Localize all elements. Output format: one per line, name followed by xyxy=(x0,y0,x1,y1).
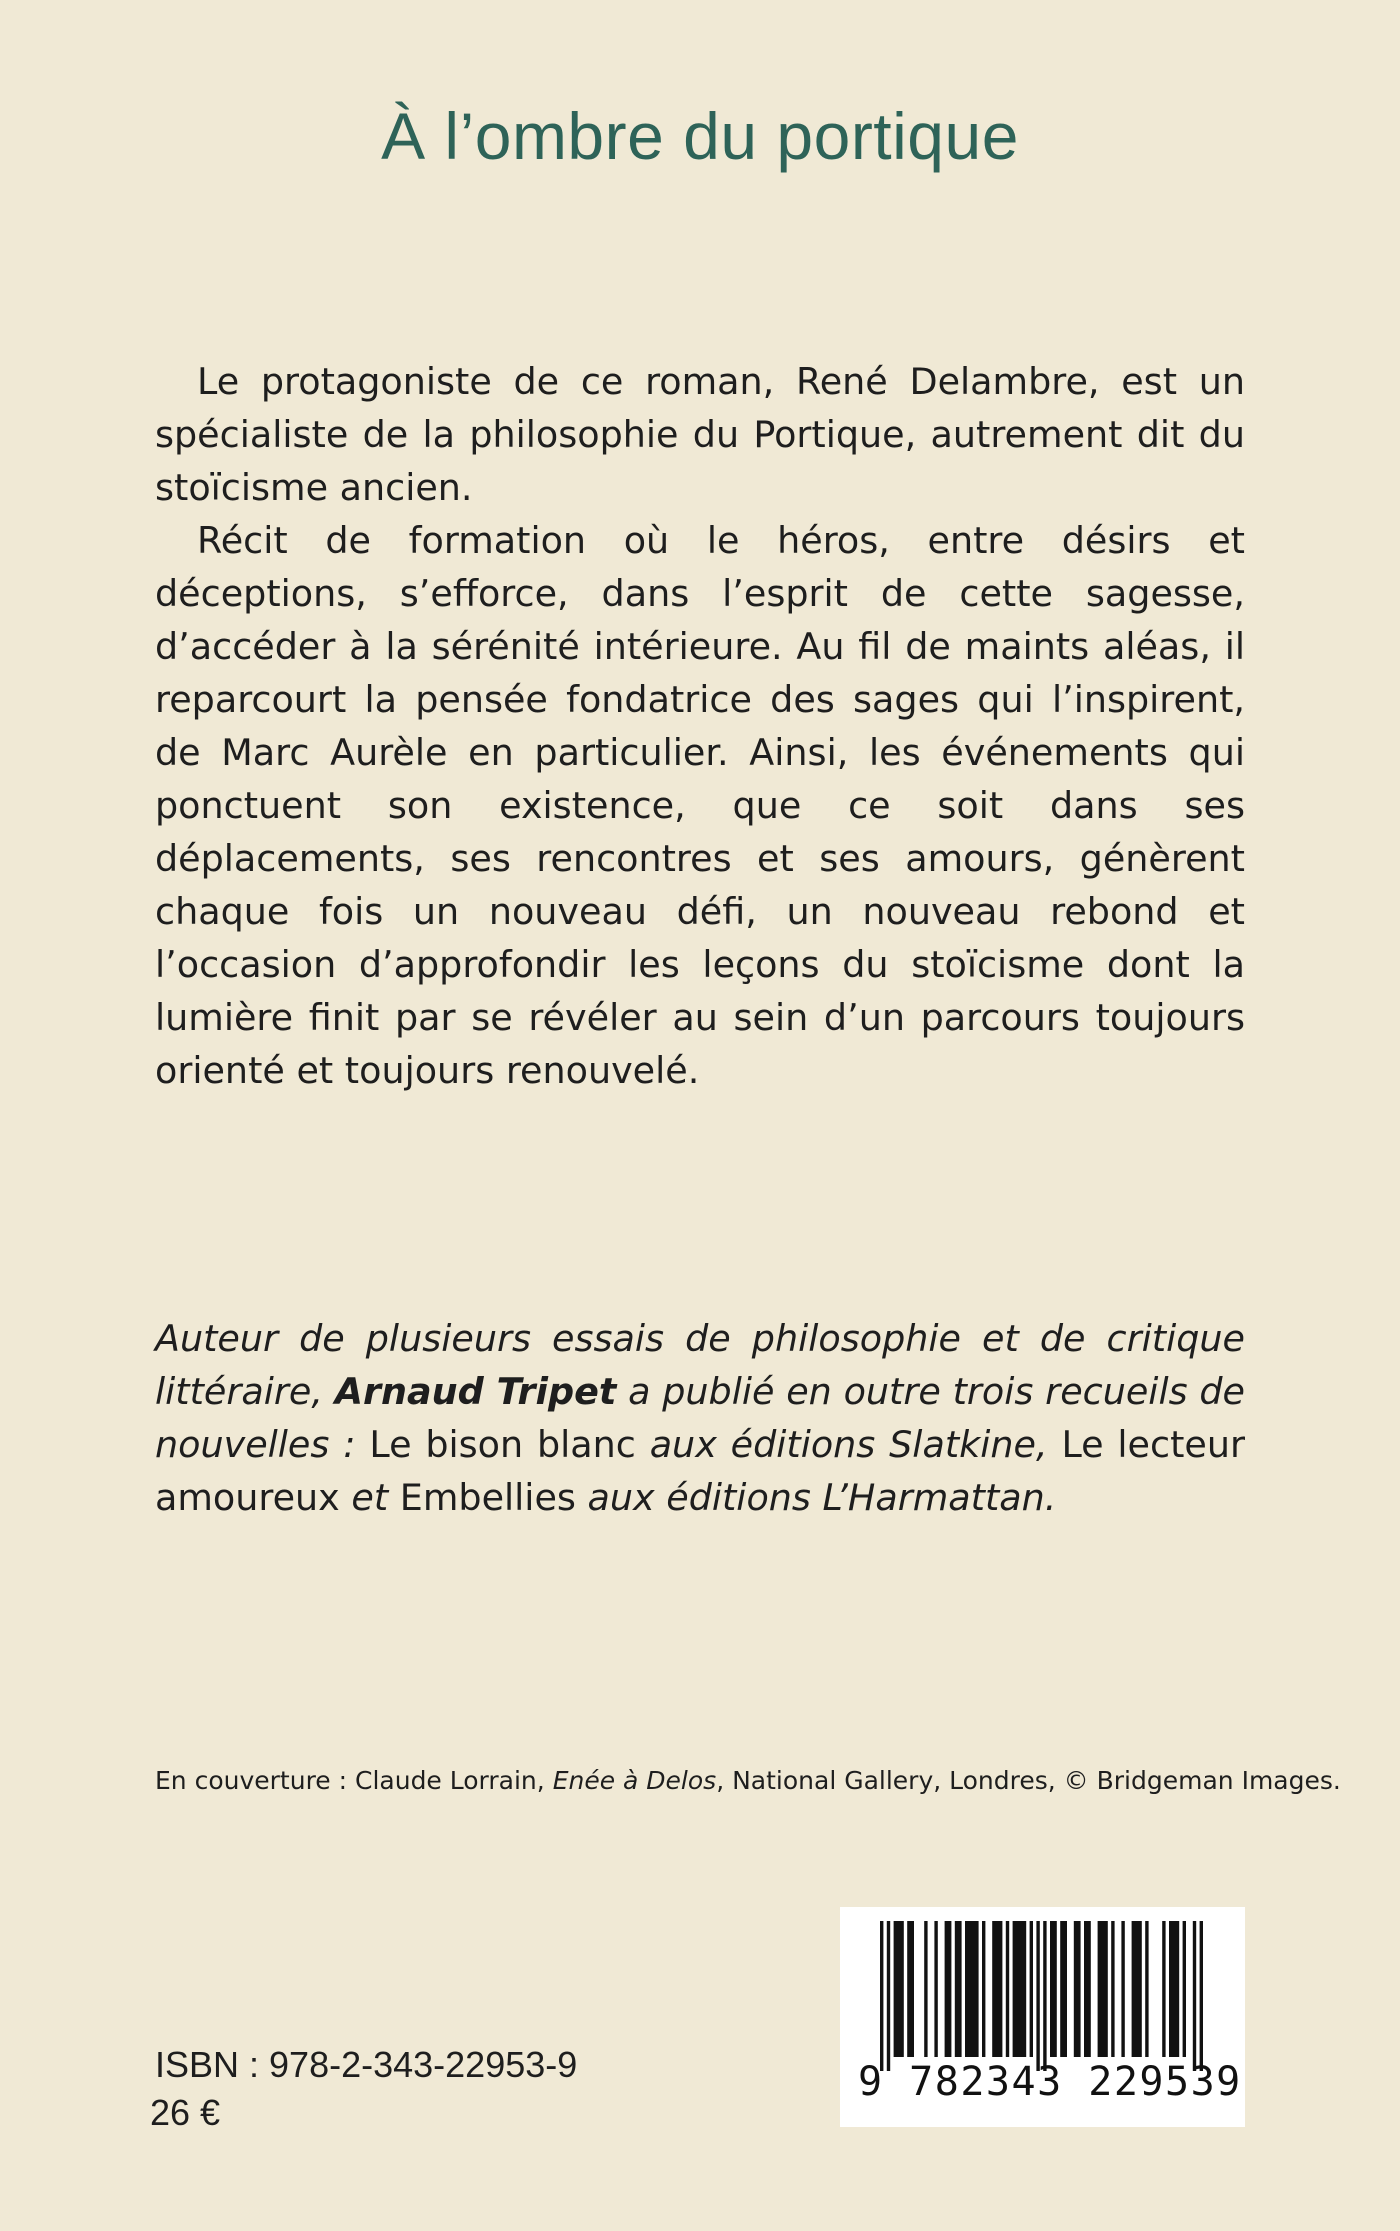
book-summary xyxy=(155,355,1245,1097)
barcode-bar xyxy=(887,1921,890,2071)
barcode-bar xyxy=(1050,1921,1057,2057)
barcode-bar xyxy=(1060,1921,1067,2057)
barcode-bar xyxy=(1084,1921,1091,2057)
barcode-bar xyxy=(1030,1921,1033,2057)
barcode-bar xyxy=(924,1921,927,2057)
barcode-bar xyxy=(1145,1921,1148,2057)
price: 26 € xyxy=(150,2092,221,2133)
barcode-bar xyxy=(1132,1921,1142,2057)
barcode-bar xyxy=(1193,1921,1196,2071)
summary-paragraph-1: Le protagoniste de ce roman, René Delambre, est un spécialiste de la philosophie du Portique, autrement dit du stoïcisme ancien. xyxy=(155,360,1245,509)
barcode-bar xyxy=(945,1921,952,2057)
publisher-1: aux éditions Slatkine, xyxy=(649,1423,1048,1466)
barcode-bar xyxy=(1074,1921,1081,2057)
barcode-bar xyxy=(907,1921,914,2057)
conjunction-text: et xyxy=(351,1476,389,1519)
author-bio xyxy=(155,1312,1245,1524)
barcode-bar xyxy=(1200,1921,1203,2071)
book-title: À l’ombre du portique xyxy=(381,99,1019,173)
isbn: ISBN : 978-2-343-22953-9 xyxy=(155,2044,578,2085)
barcode-bar xyxy=(982,1921,985,2057)
credits-prefix: En couverture : Claude Lorrain, xyxy=(155,1766,545,1795)
barcode-bar xyxy=(1121,1921,1124,2057)
barcode-bar xyxy=(894,1921,904,2057)
barcode xyxy=(840,1907,1245,2127)
barcode-digits: 9 782343 229539 xyxy=(858,2059,1242,2105)
barcode-bar xyxy=(1043,1921,1046,2071)
barcode-bar xyxy=(934,1921,937,2057)
credits-suffix: , National Gallery, Londres, © Bridgeman Images. xyxy=(716,1766,1341,1795)
barcode-bar xyxy=(1036,1921,1039,2071)
book-title-3: Embellies xyxy=(399,1476,576,1519)
barcode-bar xyxy=(965,1921,979,2057)
barcode-bar xyxy=(1111,1921,1114,2057)
credits-artwork: Enée à Delos xyxy=(552,1766,717,1795)
cover-credits xyxy=(155,1766,1341,1795)
barcode-bar xyxy=(955,1921,962,2057)
barcode-bar xyxy=(1006,1921,1009,2057)
barcode-bar xyxy=(1183,1921,1186,2057)
author-bio-intro: Auteur de plusieurs essais de philosophie et de critique littéraire, xyxy=(155,1317,1245,1413)
barcode-bar xyxy=(1162,1921,1165,2057)
author-name: Arnaud Tripet xyxy=(334,1370,617,1413)
author-bio-published: a publié en outre trois recueils de nouvelles : xyxy=(155,1370,1245,1466)
publisher-2: aux éditions L’Harmattan. xyxy=(587,1476,1057,1519)
summary-paragraph-2: Récit de formation où le héros, entre désirs et déceptions, s’efforce, dans l’esprit de cette sagesse, d’accéder à la sérénité intérieure. Au fil de maints aléas, il reparcourt la pensée fondatrice des sages qui l’inspirent, de Marc Aurèle en particulier. Ainsi, les événements qui ponctuent son existence, que ce soit dans ses déplacements, ses rencontres et ses amours, génèrent chaque fois un nouveau défi, un nouveau rebond et l’occasion d’approfondir les leçons du stoïcisme dont la lumière finit par se révéler au sein d’un parcours toujours orienté et toujours renouvelé. xyxy=(155,519,1245,1092)
book-title-1: Le bison blanc xyxy=(369,1423,636,1466)
barcode-bar xyxy=(1169,1921,1179,2057)
barcode-bar xyxy=(1013,1921,1027,2057)
author-bio-paragraph xyxy=(155,1312,1245,1524)
barcode-bar xyxy=(1098,1921,1108,2057)
barcode-bar xyxy=(880,1921,883,2071)
barcode-bar xyxy=(992,1921,1002,2057)
book-title-2: Le lecteur amoureux xyxy=(155,1423,1245,1519)
